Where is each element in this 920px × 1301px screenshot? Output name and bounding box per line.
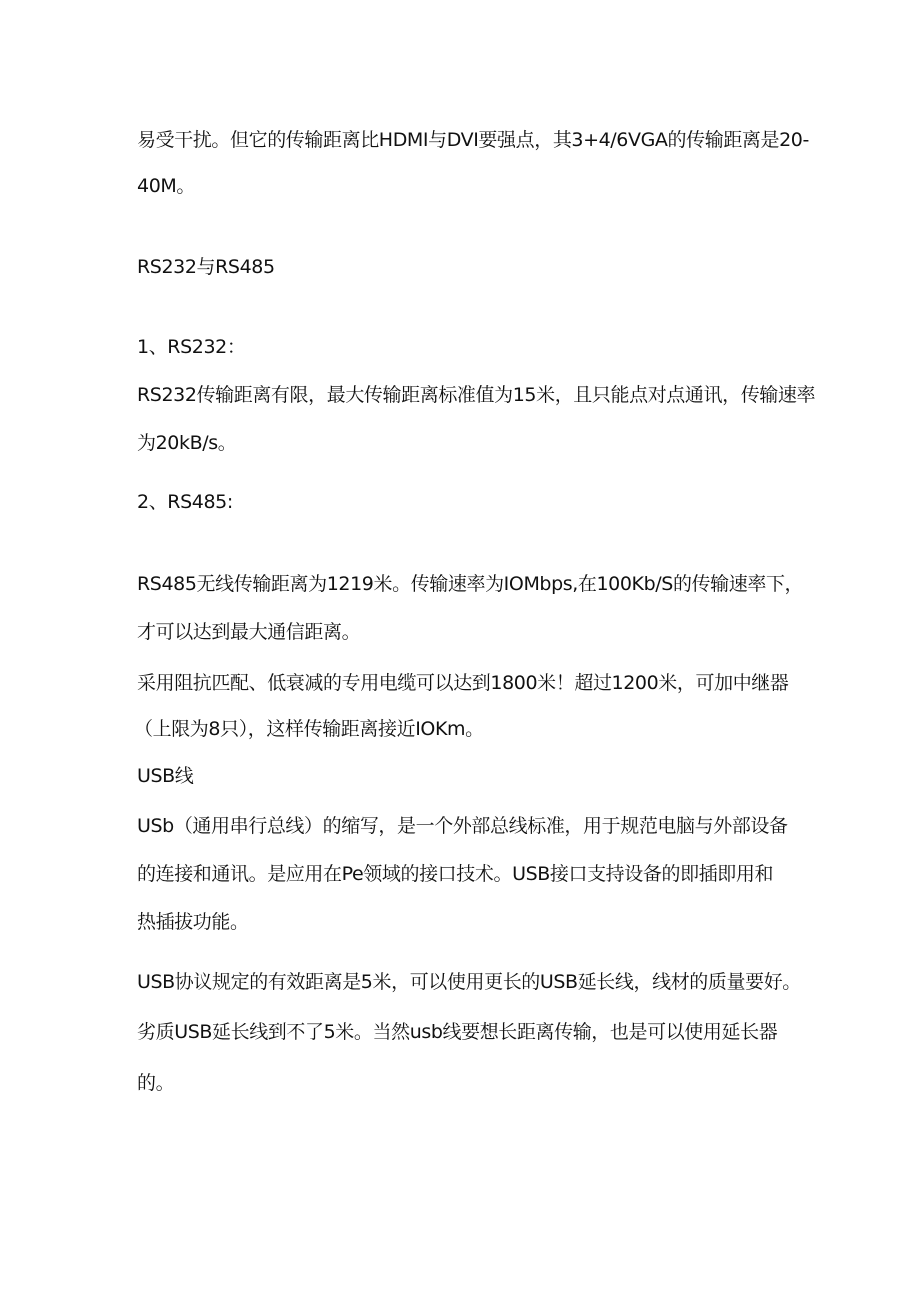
paragraph-rs485-line-2: 才可以达到最大通信距离。 (137, 621, 361, 643)
subheading-rs485: 2、RS485: (137, 491, 233, 513)
paragraph-usb-distance-line-1: USB协议规定的有效距离是5米，可以使用更长的USB延长线，线材的质量要好。 (137, 971, 801, 993)
paragraph-usb-line-2: 的连接和通讯。是应用在Pe领域的接口技术。USB接口支持设备的即插即用和 (137, 863, 774, 885)
paragraph-usb-distance-line-3: 的。 (137, 1072, 175, 1094)
paragraph-vga-line-2: 40M。 (137, 175, 195, 197)
paragraph-rs485-line-3: 采用阻抗匹配、低衰减的专用电缆可以达到1800米！超过1200米，可加中继器 (137, 672, 789, 694)
paragraph-rs485-line-4: （上限为8只），这样传输距离接近IOKm。 (134, 718, 484, 740)
paragraph-usb-line-1: USb（通用串行总线）的缩写，是一个外部总线标准，用于规范电脑与外部设备 (137, 815, 788, 837)
heading-usb: USB线 (137, 765, 194, 787)
subheading-rs232: 1、RS232： (137, 336, 246, 358)
paragraph-usb-distance-line-2: 劣质USB延长线到不了5米。当然usb线要想长距离传输，也是可以使用延长器 (137, 1021, 778, 1043)
paragraph-rs232-line-2: 为20kB/s。 (137, 432, 237, 454)
paragraph-vga-line-1: 易受干扰。但它的传输距离比HDMI与DVI要强点，其3+4/6VGA的传输距离是20- (137, 129, 809, 151)
paragraph-usb-line-3: 热插拔功能。 (137, 911, 249, 933)
paragraph-rs232-line-1: RS232传输距离有限，最大传输距离标准值为15米，且只能点对点通讯，传输速率 (137, 384, 816, 406)
heading-rs232-rs485: RS232与RS485 (137, 256, 275, 278)
paragraph-rs485-line-1: RS485无线传输距离为1219米。传输速率为IOMbps,在100Kb/S的传输速率下， (137, 573, 804, 595)
